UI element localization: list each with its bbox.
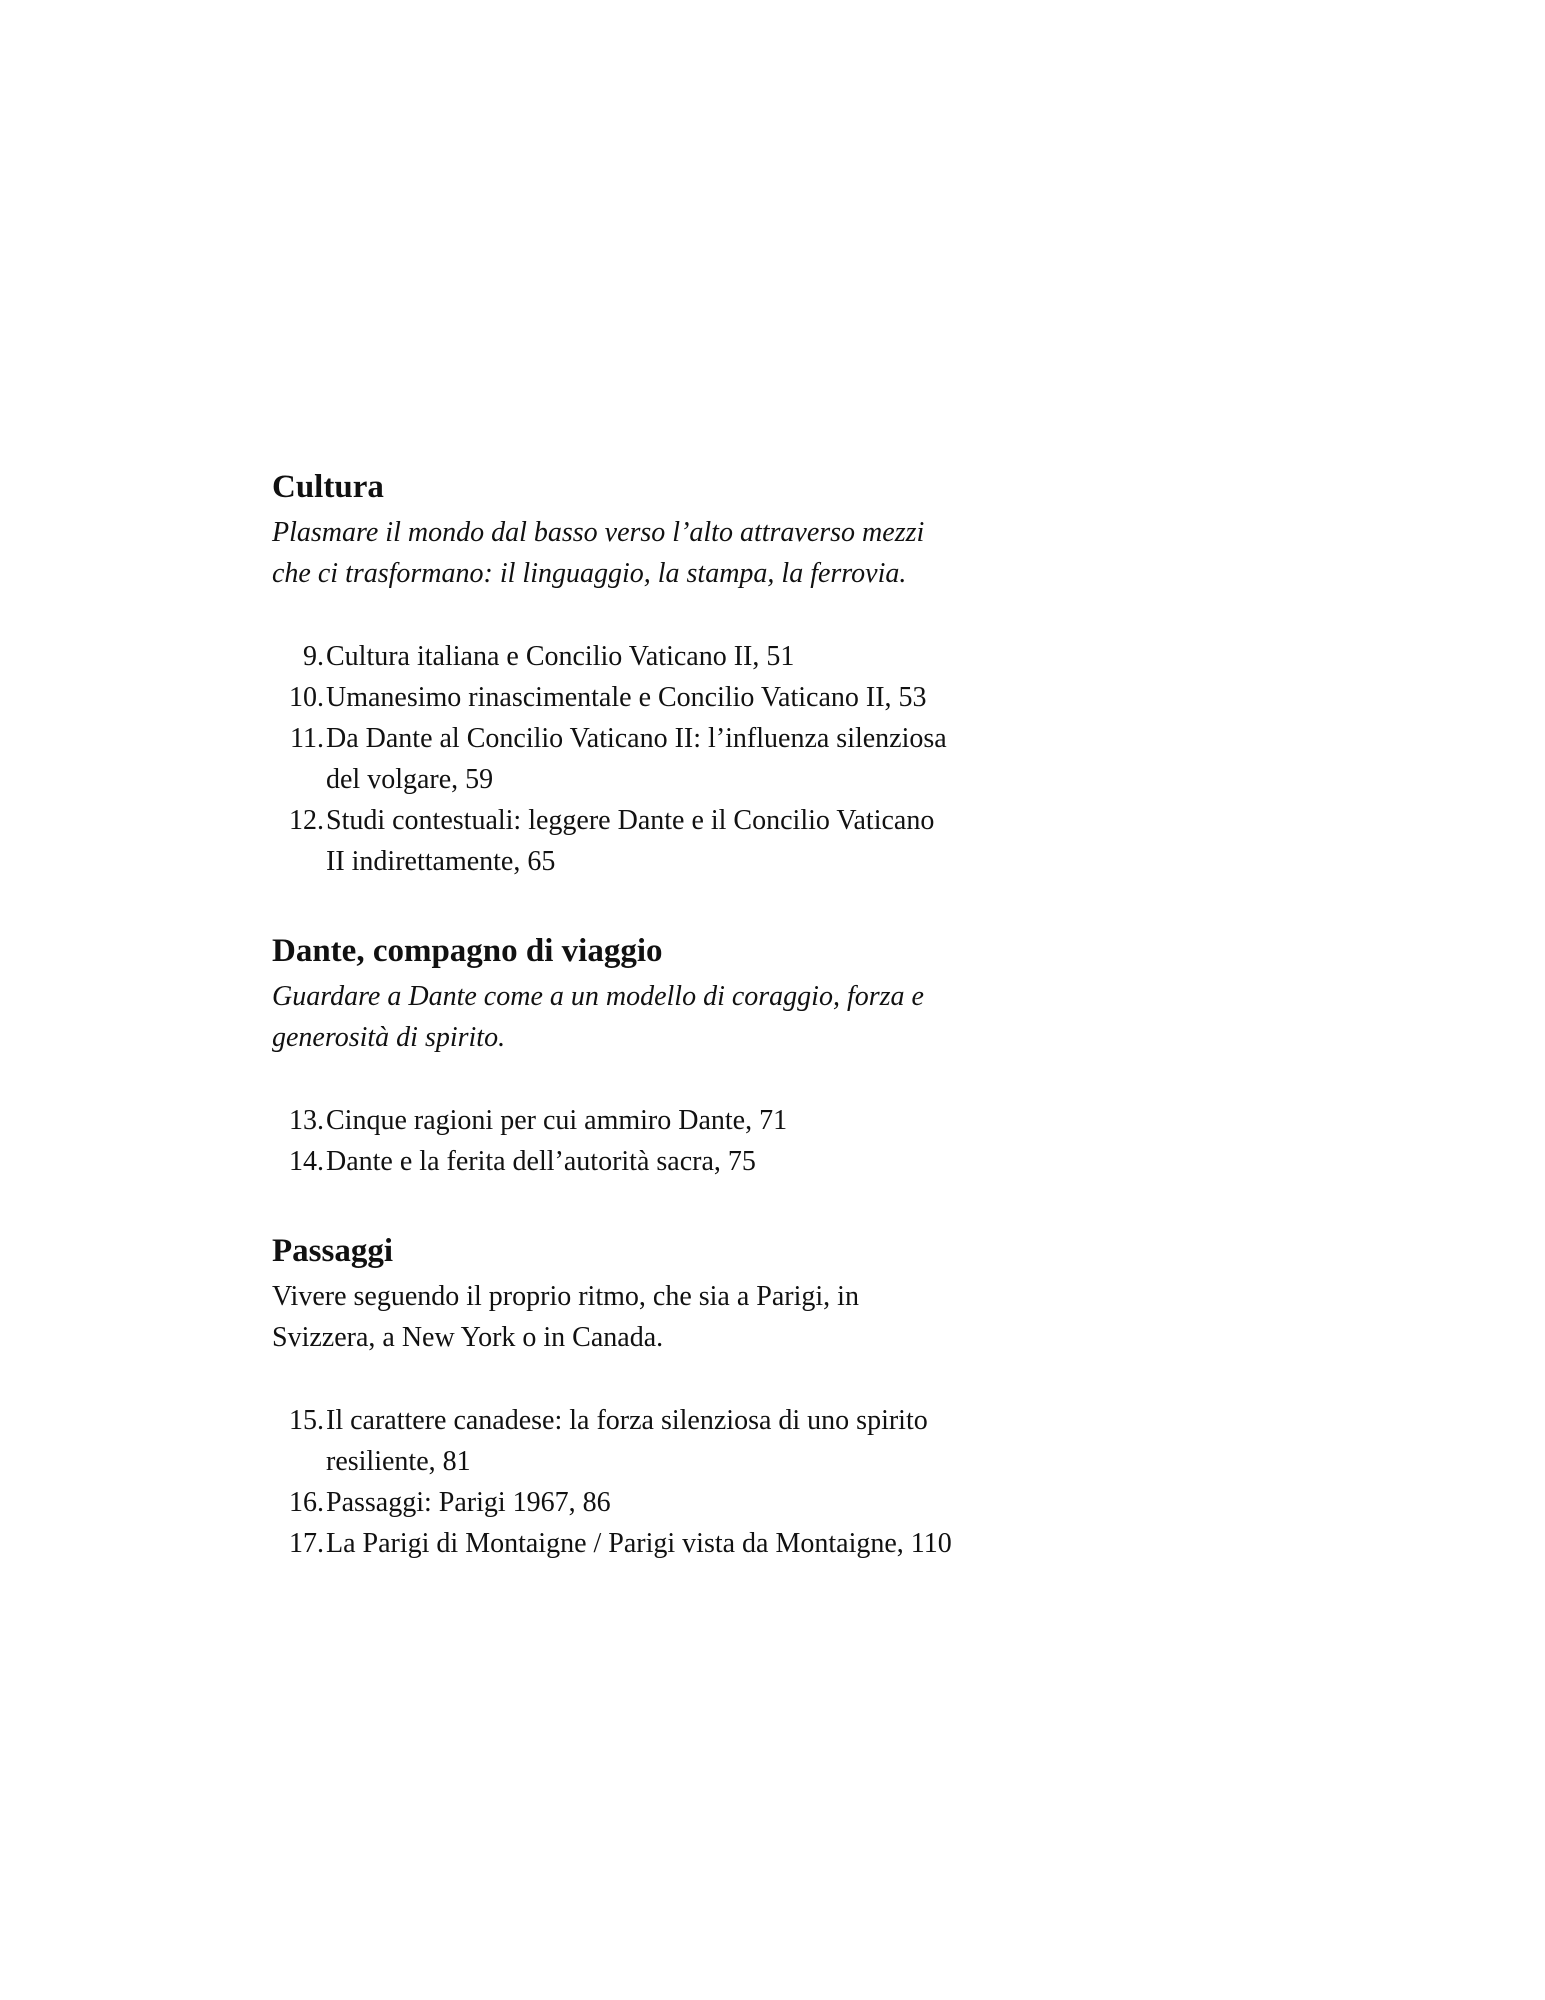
section-description: Plasmare il mondo dal basso verso l’alto attraverso mezzi che ci trasformano: il linguaggio, la stampa, la ferrovia. [272, 517, 925, 589]
entry-title: Il carattere canadese: la forza silenziosa di uno spirito resiliente, 81 [326, 1405, 928, 1477]
entry-title: Dante e la ferita dell’autorità sacra, 75 [326, 1146, 756, 1177]
toc-section [272, 1226, 1032, 1564]
list-item [272, 1400, 1032, 1482]
entry-title: Cultura italiana e Concilio Vaticano II, 51 [326, 641, 795, 672]
list-item [272, 1482, 1032, 1523]
list-item [272, 1100, 1032, 1141]
list-item [272, 1523, 1032, 1564]
entry-number: 16. [289, 1487, 324, 1518]
toc-section [272, 926, 1032, 1182]
entry-list [272, 1400, 1032, 1564]
entry-title: Umanesimo rinascimentale e Concilio Vaticano II, 53 [326, 682, 927, 713]
section-title: Cultura [272, 469, 384, 505]
table-of-contents [272, 462, 1032, 1564]
entry-number: 14. [289, 1146, 324, 1177]
toc-section [272, 462, 1032, 882]
entry-title: Passaggi: Parigi 1967, 86 [326, 1487, 611, 1518]
entry-number: 13. [289, 1105, 324, 1136]
entry-title: Studi contestuali: leggere Dante e il Concilio Vaticano II indirettamente, 65 [326, 805, 935, 877]
entry-number: 12. [289, 805, 324, 836]
entry-title: Cinque ragioni per cui ammiro Dante, 71 [326, 1105, 788, 1136]
entry-number: 17. [289, 1528, 324, 1559]
entry-title: Da Dante al Concilio Vaticano II: l’influenza silenziosa del volgare, 59 [326, 723, 947, 795]
section-description: Guardare a Dante come a un modello di coraggio, forza e generosità di spirito. [272, 981, 924, 1053]
entry-number: 10. [289, 682, 324, 713]
section-title: Dante, compagno di viaggio [272, 933, 663, 969]
list-item [272, 718, 1032, 800]
entry-title: La Parigi di Montaigne / Parigi vista da Montaigne, 110 [326, 1528, 952, 1559]
entry-number: 11. [290, 723, 324, 754]
list-item [272, 677, 1032, 718]
list-item [272, 1141, 1032, 1182]
entry-number: 9. [303, 641, 324, 672]
list-item [272, 636, 1032, 677]
list-item [272, 800, 1032, 882]
section-title: Passaggi [272, 1233, 394, 1269]
entry-list [272, 1100, 1032, 1182]
entry-number: 15. [289, 1405, 324, 1436]
entry-list [272, 636, 1032, 882]
section-description: Vivere seguendo il proprio ritmo, che sia a Parigi, in Svizzera, a New York o in Canada. [272, 1281, 859, 1353]
